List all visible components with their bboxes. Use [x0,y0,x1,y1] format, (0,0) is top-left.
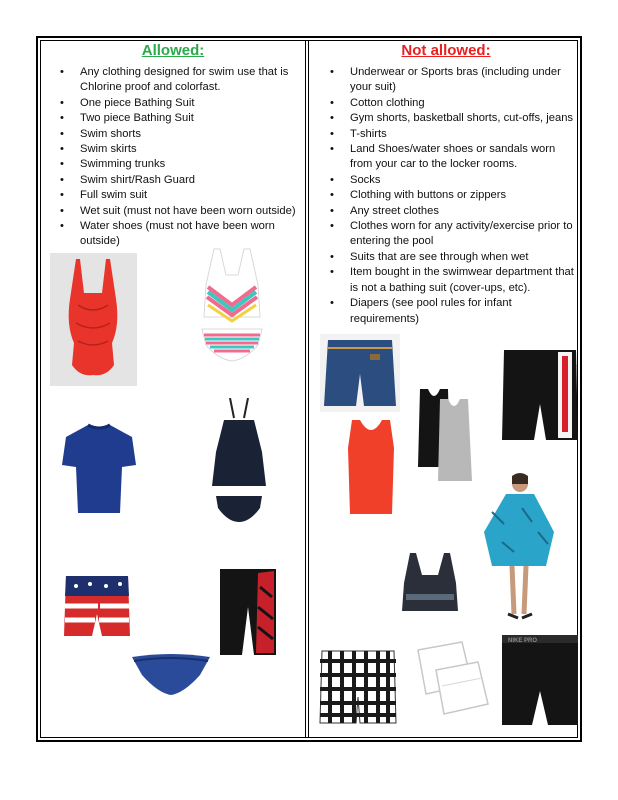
bullet-icon: • [60,204,64,217]
not-allowed-item [312,142,580,173]
allowed-item-text: Swim skirts [80,143,137,156]
not-allowed-item-text: Underwear or Sports bras (including under your suit) [350,66,561,94]
not-allowed-item-text: Socks [350,173,381,186]
allowed-item [42,157,304,172]
allowed-item [42,188,304,203]
allowed-heading: Allowed: [141,42,205,59]
bullet-icon: • [60,158,64,171]
bullet-icon: • [330,297,334,310]
not-allowed-item [312,96,580,111]
not-allowed-item [312,250,580,265]
allowed-item-text: Water shoes (must not have been worn outside) [80,220,275,248]
allowed-item [42,219,304,250]
bullet-icon: • [60,173,64,186]
bullet-icon: • [60,220,64,233]
allowed-item-text: Wet suit (must not have been worn outside) [80,204,296,217]
flag-swim-shorts-photo [62,574,132,640]
not-allowed-item [312,219,580,250]
not-allowed-item-text: Any street clothes [350,204,439,217]
not-allowed-item-text: Item bought in the swimwear department that is not a bathing suit (cover-ups, etc). [350,266,574,294]
diapers-photo [412,640,492,718]
not-allowed-item-text: Gym shorts, basketball shorts, cut-offs, jeans [350,112,574,125]
not-allowed-item [312,204,580,219]
jammer-swim-shorts-photo [218,567,278,657]
allowed-item [42,96,304,111]
bullet-icon: • [60,112,64,125]
not-allowed-item-text: Land Shoes/water shoes or sandals worn from your car to the locker rooms. [350,143,556,171]
swim-briefs-photo [130,653,212,697]
rash-guard-photo [60,423,138,515]
tank-top-photo [342,418,400,516]
cover-up-model-photo [482,472,556,620]
not-allowed-column [312,40,580,327]
bullet-icon: • [330,66,334,78]
bullet-icon: • [60,143,64,156]
not-allowed-item [312,173,580,188]
not-allowed-item [312,188,580,203]
not-allowed-list [312,65,580,327]
allowed-column [42,40,304,250]
undershirts-photo [416,387,476,483]
bullet-icon: • [330,204,334,217]
tankini-photo [210,398,268,524]
bullet-icon: • [330,266,334,279]
not-allowed-item [312,296,580,327]
not-allowed-item [312,111,580,126]
bullet-icon: • [330,189,334,202]
compression-shorts-photo [498,633,582,729]
allowed-item-text: Swim shirt/Rash Guard [80,173,196,186]
two-piece-swimsuit-photo [196,247,268,369]
bullet-icon: • [60,96,64,109]
allowed-item-text: Swim shorts [80,127,141,140]
allowed-item-text: Any clothing designed for swim use that is Chlorine proof and colorfast. [80,66,289,94]
allowed-item [42,127,304,142]
not-allowed-item [312,265,580,296]
bullet-icon: • [60,66,64,78]
not-allowed-item-text: Clothes worn for any activity/exercise prior to entering the pool [350,220,573,248]
allowed-item [42,142,304,157]
jean-cutoffs-photo [320,334,400,412]
allowed-item [42,204,304,219]
bullet-icon: • [330,96,334,109]
bullet-icon: • [330,173,334,186]
sports-bra-photo [398,553,462,615]
bullet-icon: • [330,112,334,125]
nike-pro-logo-text: NIKE PRO [508,638,538,644]
basketball-shorts-photo [500,348,580,444]
not-allowed-item-text: T-shirts [350,127,387,140]
column-divider [305,40,309,738]
allowed-item-text: Two piece Bathing Suit [80,112,194,125]
allowed-item-text: Full swim suit [80,189,148,202]
not-allowed-item [312,65,580,96]
not-allowed-item-text: Clothing with buttons or zippers [350,189,507,202]
allowed-item-text: Swimming trunks [80,158,166,171]
allowed-list [42,65,304,250]
not-allowed-item [312,127,580,142]
bullet-icon: • [60,127,64,140]
not-allowed-item-text: Suits that are see through when wet [350,250,529,263]
bullet-icon: • [330,220,334,233]
jordan-logo-text: JORDAN [570,364,576,390]
allowed-item [42,173,304,188]
allowed-item [42,65,304,96]
allowed-item-text: One piece Bathing Suit [80,96,195,109]
not-allowed-heading: Not allowed: [401,42,491,59]
bullet-icon: • [60,189,64,202]
bullet-icon: • [330,143,334,156]
one-piece-swimsuit-photo [50,253,137,386]
not-allowed-item-text: Cotton clothing [350,96,425,109]
bullet-icon: • [330,250,334,263]
bullet-icon: • [330,127,334,140]
allowed-item [42,111,304,126]
not-allowed-item-text: Diapers (see pool rules for infant requirements) [350,297,512,325]
plaid-boxers-photo [318,649,398,725]
